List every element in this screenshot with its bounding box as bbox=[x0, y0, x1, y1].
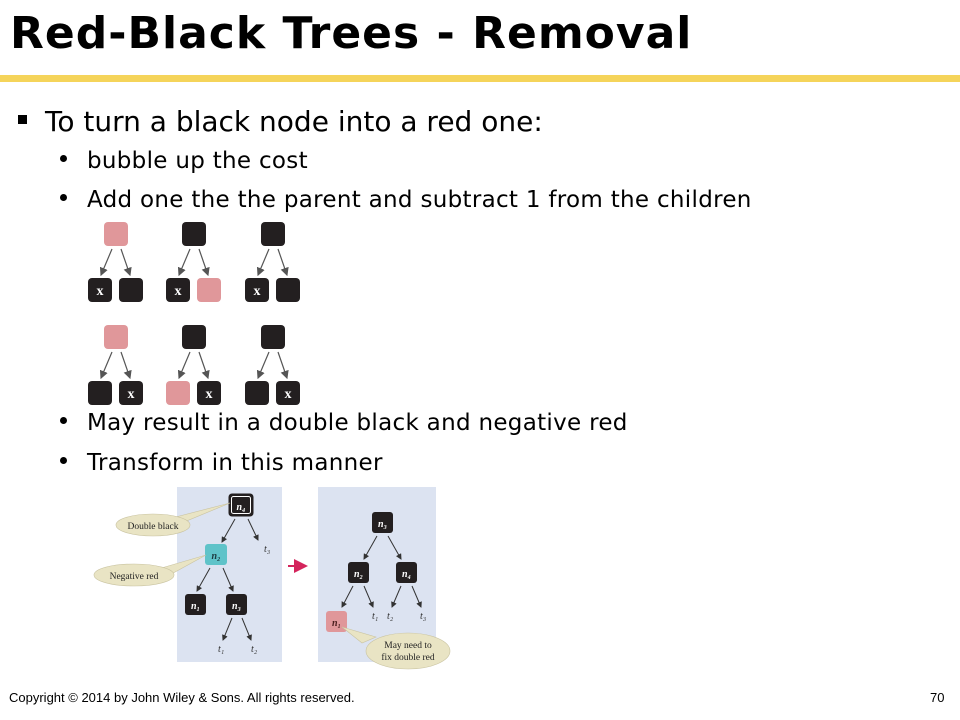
bullet-main bbox=[18, 105, 543, 138]
bullet-sub-3-text: May result in a double black and negative red bbox=[87, 410, 628, 436]
tree-5 bbox=[166, 325, 221, 405]
dot-bullet-icon bbox=[60, 417, 67, 424]
parent-node-black bbox=[261, 222, 285, 246]
callout-fix-line-1: May need to bbox=[384, 641, 432, 651]
child-node-black bbox=[276, 278, 300, 302]
bullet-sub-1-text: bubble up the cost bbox=[87, 148, 308, 174]
tree-1 bbox=[88, 222, 143, 302]
transform-diagram bbox=[90, 485, 470, 675]
copyright-text: Copyright © 2014 by John Wiley & Sons. All rights reserved. bbox=[9, 690, 355, 705]
dot-bullet-icon bbox=[60, 155, 67, 162]
node-label: n₄ bbox=[401, 569, 412, 580]
node-label: n₁ bbox=[331, 618, 342, 629]
child-node-black bbox=[119, 278, 143, 302]
slide-title: Red-Black Trees - Removal bbox=[10, 8, 693, 59]
child-node-red bbox=[197, 278, 221, 302]
x-label: x bbox=[284, 387, 292, 402]
bullet-sub-1 bbox=[60, 148, 308, 174]
parent-node-black bbox=[261, 325, 285, 349]
x-label: x bbox=[253, 284, 261, 299]
node-label: n₂ bbox=[211, 551, 221, 562]
callout-double-black-text: Double black bbox=[127, 522, 179, 532]
bullet-sub-4 bbox=[60, 450, 383, 476]
callout-negative-red-text: Negative red bbox=[109, 572, 159, 582]
node-label: n₄ bbox=[236, 502, 246, 513]
node-label: n₁ bbox=[190, 601, 201, 612]
parent-node-black bbox=[182, 325, 206, 349]
callout-fix-double-red bbox=[366, 633, 450, 669]
page-number: 70 bbox=[930, 690, 945, 705]
subtree-label: t₃ bbox=[264, 544, 271, 555]
subtree-label: t₃ bbox=[420, 611, 427, 622]
dot-bullet-icon bbox=[60, 194, 67, 201]
node-label: n₃ bbox=[231, 601, 242, 612]
parent-node-red bbox=[104, 325, 128, 349]
bullet-main-text: To turn a black node into a red one: bbox=[45, 105, 543, 138]
subtree-label: t₂ bbox=[387, 611, 394, 622]
node-label: n₃ bbox=[377, 519, 388, 530]
x-label: x bbox=[127, 387, 135, 402]
bullet-sub-2 bbox=[60, 187, 752, 213]
tree-6 bbox=[245, 325, 300, 405]
parent-node-black bbox=[182, 222, 206, 246]
x-label: x bbox=[96, 284, 104, 299]
tree-3 bbox=[245, 222, 300, 302]
square-bullet-icon bbox=[18, 115, 27, 124]
child-node-red bbox=[166, 381, 190, 405]
bullet-sub-2-text: Add one the the parent and subtract 1 from the children bbox=[87, 187, 752, 213]
tree-4 bbox=[88, 325, 143, 405]
child-node-black bbox=[88, 381, 112, 405]
dot-bullet-icon bbox=[60, 457, 67, 464]
node-label: n₂ bbox=[353, 569, 364, 580]
child-node-black bbox=[245, 381, 269, 405]
callout-fix-line-2: fix double red bbox=[381, 653, 435, 663]
subtree-label: t₁ bbox=[372, 611, 379, 622]
x-label: x bbox=[205, 387, 213, 402]
subtree-label: t₁ bbox=[218, 644, 225, 655]
title-underline bbox=[0, 75, 960, 82]
bullet-sub-3 bbox=[60, 410, 628, 436]
x-label: x bbox=[174, 284, 182, 299]
subtree-label: t₂ bbox=[251, 644, 258, 655]
bullet-sub-4-text: Transform in this manner bbox=[87, 450, 383, 476]
recolor-diagram bbox=[85, 218, 310, 410]
parent-node-red bbox=[104, 222, 128, 246]
tree-2 bbox=[166, 222, 221, 302]
